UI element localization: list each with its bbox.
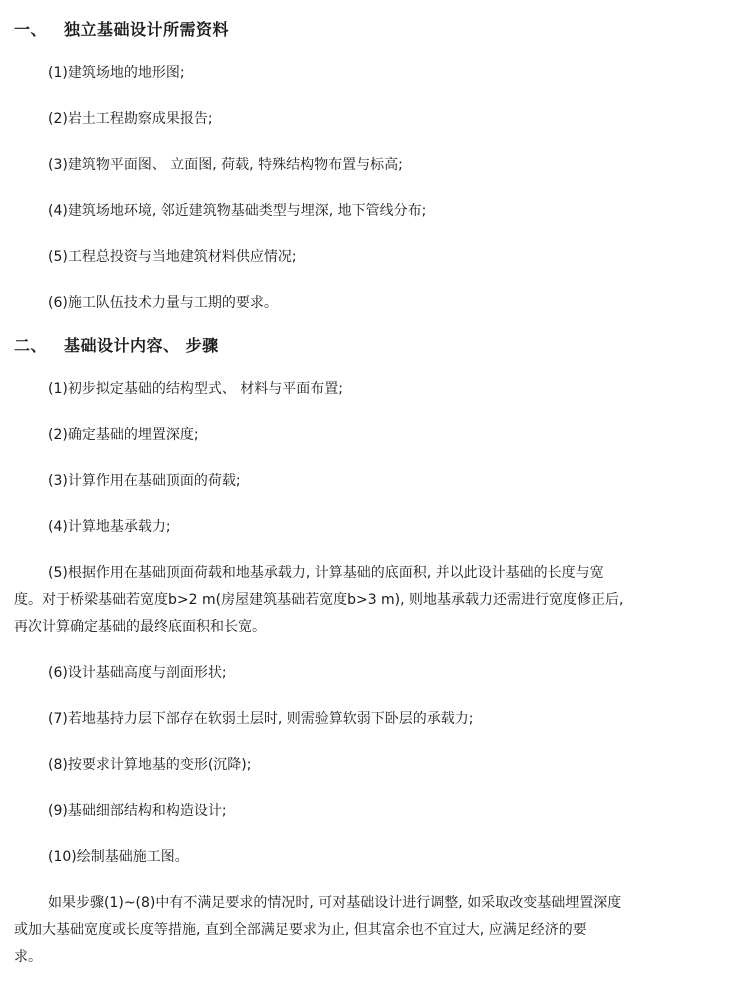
section1-item-1: (1)建筑场地的地形图; (48, 65, 185, 81)
section2-item-4: (4)计算地基承载力; (48, 519, 171, 535)
section2-item-3: (3)计算作用在基础顶面的荷载; (48, 473, 241, 489)
section2-item-5-line-1: (5)根据作用在基础顶面荷载和地基承载力, 计算基础的底面积, 并以此设计基础的长度与宽 (48, 565, 604, 581)
section2-item-10: (10)绘制基础施工图。 (48, 849, 189, 865)
section2-number: 二、 (14, 336, 48, 355)
section2-item-5-line-3: 再次计算确定基础的最终底面积和长宽。 (14, 619, 266, 635)
section1-number: 一、 (14, 20, 48, 39)
section1-heading (14, 20, 229, 40)
section1-item-4: (4)建筑场地环境, 邻近建筑物基础类型与埋深, 地下管线分布; (48, 203, 427, 219)
section2-item-1: (1)初步拟定基础的结构型式、 材料与平面布置; (48, 381, 343, 397)
section1-item-5: (5)工程总投资与当地建筑材料供应情况; (48, 249, 297, 265)
section2-item-5 (14, 560, 714, 641)
section2-item-5-line-2: 度。对于桥梁基础若宽度b>2 m(房屋建筑基础若宽度b>3 m), 则地基承载力还需进行宽度修正后, (14, 592, 624, 608)
section2-item-2: (2)确定基础的埋置深度; (48, 427, 199, 443)
section2-heading (14, 336, 219, 356)
section2-item-6: (6)设计基础高度与剖面形状; (48, 665, 227, 681)
section2-title: 基础设计内容、 步骤 (64, 336, 219, 355)
section2-item-9: (9)基础细部结构和构造设计; (48, 803, 227, 819)
closing-line-2: 或加大基础宽度或长度等措施, 直到全部满足要求为止, 但其富余也不宜过大, 应满足经济的要 (14, 922, 587, 938)
closing-line-1: 如果步骤(1)~(8)中有不满足要求的情况时, 可对基础设计进行调整, 如采取改变基础埋置深度 (48, 895, 622, 911)
section1-item-6: (6)施工队伍技术力量与工期的要求。 (48, 295, 278, 311)
closing-paragraph (14, 890, 714, 971)
section2-item-8: (8)按要求计算地基的变形(沉降); (48, 757, 252, 773)
section1-item-3: (3)建筑物平面图、 立面图, 荷载, 特殊结构物布置与标高; (48, 157, 403, 173)
section2-item-7: (7)若地基持力层下部存在软弱土层时, 则需验算软弱下卧层的承载力; (48, 711, 474, 727)
section1-item-2: (2)岩土工程勘察成果报告; (48, 111, 213, 127)
closing-line-3: 求。 (14, 949, 42, 965)
section1-title: 独立基础设计所需资料 (64, 20, 230, 39)
